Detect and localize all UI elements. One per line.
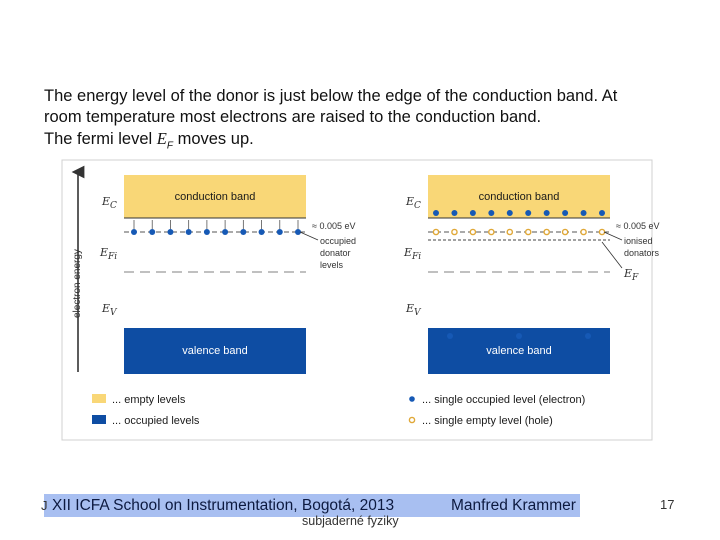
- legend-occupied-levels: ... occupied levels: [112, 415, 200, 427]
- donor-hole: [507, 229, 512, 234]
- left-valence-label: valence band: [182, 345, 248, 357]
- donor-electron: [259, 229, 265, 235]
- conduction-electron: [470, 210, 476, 216]
- legend-hole-icon: [409, 417, 414, 422]
- donor-electron: [131, 229, 137, 235]
- right-conduction-label: conduction band: [478, 191, 560, 203]
- donor-hole: [489, 229, 494, 234]
- conduction-electron: [525, 210, 531, 216]
- conduction-electron: [507, 210, 513, 216]
- right-ef-label: $E_F$: [624, 267, 639, 283]
- conduction-electron: [488, 210, 494, 216]
- left-donor-note: occupied donator levels: [320, 236, 357, 270]
- fermi-subscript: F: [166, 140, 173, 152]
- page-number: 17: [660, 497, 675, 512]
- band-diagram: [62, 160, 660, 440]
- legend-electron-icon: [409, 396, 415, 402]
- donor-hole: [599, 229, 604, 234]
- donor-hole: [581, 229, 586, 234]
- right-valence-label: valence band: [486, 345, 552, 357]
- conduction-electron: [599, 210, 605, 216]
- intro-line-2: room temperature most electrons are raised to the conduction band.: [44, 108, 542, 126]
- right-donor-note: ionised donators: [624, 236, 660, 258]
- legend-empty-levels: ... empty levels: [112, 394, 186, 406]
- conduction-electron: [544, 210, 550, 216]
- conduction-electron: [451, 210, 457, 216]
- intro-text: [44, 86, 694, 156]
- donor-hole: [470, 229, 475, 234]
- conduction-electron: [562, 210, 568, 216]
- left-conduction-label: conduction band: [174, 191, 256, 203]
- donor-hole: [563, 229, 568, 234]
- donor-hole: [526, 229, 531, 234]
- footer-event: XII ICFA School on Instrumentation, Bogotá, 2013: [52, 497, 395, 514]
- left-ev-label: $E_V$: [102, 302, 117, 318]
- intro-line-3-suffix: moves up.: [173, 130, 254, 148]
- donor-electron: [149, 229, 155, 235]
- left-efi-label: $E_{Fi}$: [100, 246, 118, 262]
- donor-electron: [167, 229, 173, 235]
- right-ec-label: $E_C$: [406, 195, 421, 211]
- conduction-electron: [581, 210, 587, 216]
- donor-electron: [186, 229, 192, 235]
- donor-hole: [452, 229, 457, 234]
- footer-author: Manfred Krammer: [451, 497, 576, 514]
- right-efi-label: $E_{Fi}$: [404, 246, 422, 262]
- legend-single-empty: ... single empty level (hole): [422, 415, 553, 427]
- left-ec-label: $E_C$: [102, 195, 117, 211]
- valence-electron: [516, 333, 522, 339]
- legend-occupied-swatch: [92, 415, 106, 424]
- intro-line-1: The energy level of the donor is just below the edge of the conduction band. At: [44, 87, 618, 105]
- footer-prefix: J: [41, 498, 48, 513]
- donor-electron: [240, 229, 246, 235]
- conduction-electron: [433, 210, 439, 216]
- intro-line-3-prefix: The fermi level: [44, 130, 157, 148]
- legend-empty-swatch: [92, 394, 106, 403]
- footer-subtitle: subjaderné fyziky: [302, 514, 399, 528]
- donor-hole: [433, 229, 438, 234]
- donor-electron: [204, 229, 210, 235]
- valence-electron: [447, 333, 453, 339]
- donor-electron: [277, 229, 283, 235]
- donor-electron: [222, 229, 228, 235]
- right-ev-label: $E_V$: [406, 302, 421, 318]
- intro-line-3: [44, 128, 694, 156]
- fermi-symbol: E: [156, 129, 167, 148]
- donor-hole: [544, 229, 549, 234]
- axis-label: electron energy: [72, 249, 83, 318]
- valence-electron: [585, 333, 591, 339]
- legend-single-occupied: ... single occupied level (electron): [422, 394, 586, 406]
- left-gap-annotation: ≈ 0.005 eV: [312, 221, 356, 231]
- right-gap-annotation: ≈ 0.005 eV: [616, 221, 660, 231]
